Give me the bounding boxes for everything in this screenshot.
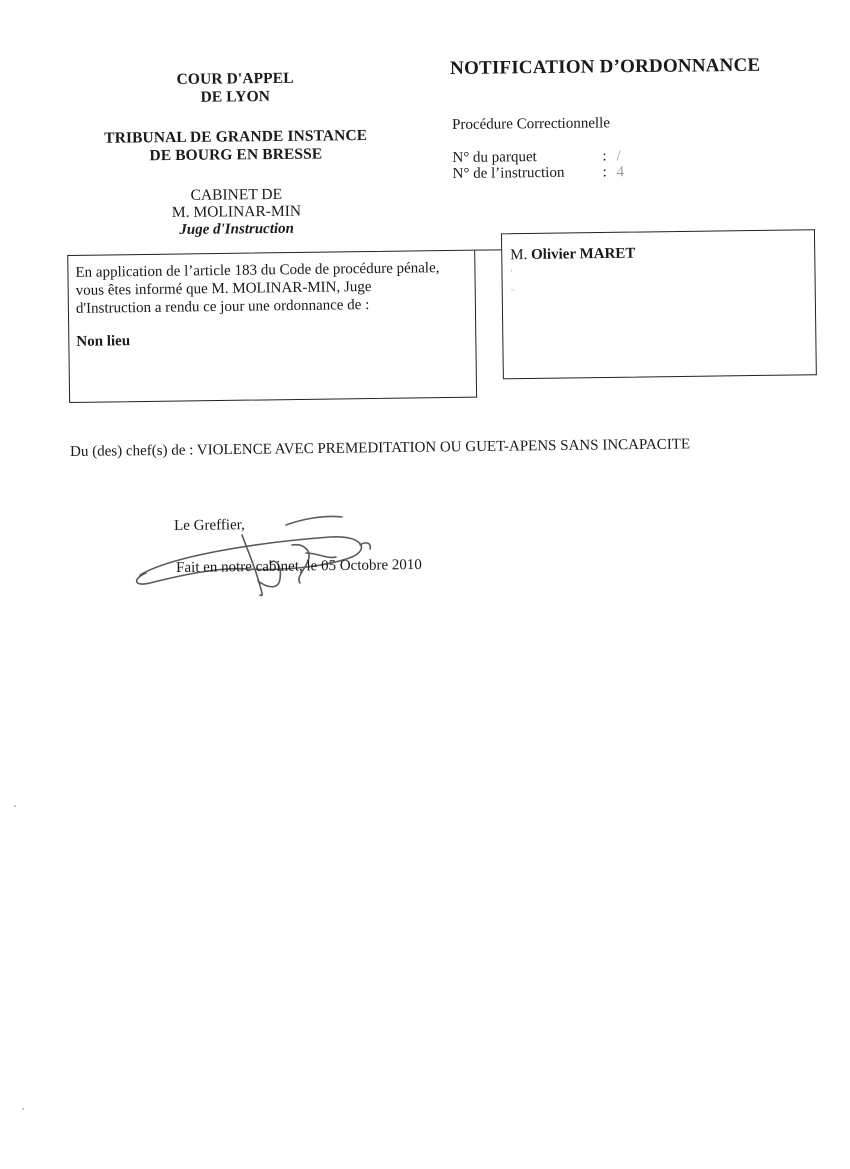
parquet-number-colon: : xyxy=(602,148,607,165)
cabinet-line-1: CABINET DE xyxy=(190,185,283,204)
procedure-info xyxy=(452,113,753,182)
charge-line: Du (des) chef(s) de : VIOLENCE AVEC PREMEDITATION OU GUET-APENS SANS INCAPACITE xyxy=(70,436,691,460)
scan-speck xyxy=(22,1108,24,1110)
instruction-number-colon: : xyxy=(602,164,607,181)
court-name xyxy=(80,69,390,108)
instruction-number-label: N° de l’instruction xyxy=(452,164,565,182)
cabinet-name xyxy=(81,185,392,240)
procedure-type: Procédure Correctionnelle xyxy=(452,115,611,133)
notice-text-box xyxy=(67,250,477,403)
reference-fields xyxy=(452,147,752,182)
recipient-name: Olivier MARET xyxy=(530,245,636,263)
notice-text-line-2: vous êtes informé que M. MOLINAR-MIN, Juge xyxy=(75,279,372,299)
signed-date-line: Fait en notre cabinet, le 05 Octobre 2010 xyxy=(176,556,422,576)
instruction-number-value: 4 xyxy=(616,164,625,181)
recipient-line xyxy=(510,242,806,264)
notice-box xyxy=(67,229,817,405)
recipient-box xyxy=(501,229,817,379)
notice-text-line-1: En application de l’article 183 du Code de procédure pénale, xyxy=(75,260,440,281)
tribunal-line-1: TRIBUNAL DE GRANDE INSTANCE xyxy=(104,126,368,147)
decision-type: Non lieu xyxy=(76,333,131,350)
parquet-number-value: / xyxy=(616,148,621,165)
tribunal-name xyxy=(81,127,391,166)
court-line-2: DE LYON xyxy=(200,88,271,106)
box-divider xyxy=(475,249,501,251)
recipient-mark-2: - xyxy=(510,284,515,296)
instruction-number-row xyxy=(453,163,753,182)
tribunal-line-2: DE BOURG EN BRESSE xyxy=(149,145,323,165)
document-title: NOTIFICATION D’ORDONNANCE xyxy=(450,54,761,79)
recipient-mark-1: ' xyxy=(510,268,513,280)
judge-title: Juge d'Instruction xyxy=(179,220,295,238)
court-header xyxy=(80,69,392,240)
greffier-label: Le Greffier, xyxy=(174,517,245,534)
notice-text-line-3: d'Instruction a rendu ce jour une ordonnance de : xyxy=(75,297,370,317)
recipient-prefix: M. xyxy=(510,246,528,264)
cabinet-line-2: M. MOLINAR-MIN xyxy=(171,202,302,222)
court-line-1: COUR D'APPEL xyxy=(176,69,294,88)
scan-speck xyxy=(14,805,16,807)
parquet-number-label: N° du parquet xyxy=(452,149,537,166)
